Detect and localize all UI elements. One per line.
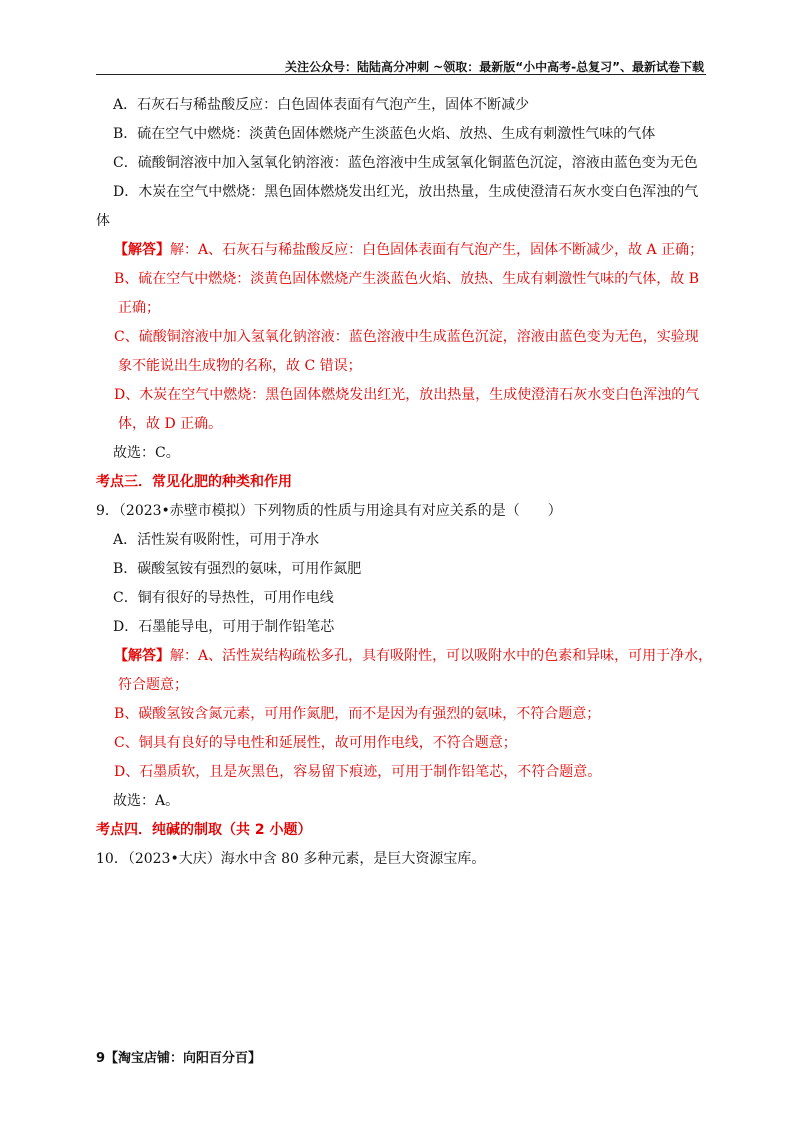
q8-option-d: D．木炭在空气中燃烧：黑色固体燃烧发出红光，放出热量，生成使澄清石灰水变白色浑浊的气	[113, 184, 699, 200]
q9-answer-tag: 【解答】	[114, 648, 170, 664]
q8-option-b: B．硫在空气中燃烧：淡黄色固体燃烧产生淡蓝色火焰、放热、生成有刺激性气味的气体	[113, 126, 656, 142]
q9-answer-text-1: 解：A、活性炭结构疏松多孔，具有吸附性，可以吸附水中的色素和异味，可用于净水，	[170, 648, 713, 664]
q8-option-d-continued: 体	[96, 213, 110, 229]
q8-answer-line-1	[96, 241, 708, 259]
q9-answer-choice: 故选：A。	[113, 793, 180, 809]
q9-answer-line-3: B、碳酸氢铵含氮元素，可用作氮肥，而不是因为有强烈的氨味，不符合题意；	[114, 706, 601, 722]
q9-answer-line-1	[96, 647, 713, 665]
q9-answer-line-5: D、石墨质软，且是灰黑色，容易留下痕迹，可用于制作铅笔芯，不符合题意。	[114, 764, 602, 780]
q9-option-d: D．石墨能导电，可用于制作铅笔芯	[113, 619, 335, 635]
q8-answer-line-2: B、硫在空气中燃烧：淡黄色固体燃烧产生淡蓝色火焰、放热、生成有刺激性气味的气体，故 B	[114, 271, 700, 287]
q9-answer-line-2: 符合题意；	[118, 677, 188, 693]
q9-stem: 9．（2023•赤壁市模拟）下列物质的性质与用途具有对应关系的是（ ）	[96, 503, 562, 519]
section-4-title: 考点四．纯碱的制取（共 2 小题）	[96, 822, 312, 838]
q8-answer-tag: 【解答】	[114, 242, 170, 258]
q9-answer-line-4: C、铜具有良好的导电性和延展性，故可用作电线，不符合题意；	[114, 735, 517, 751]
q10-stem: 10．（2023•大庆）海水中含 80 多种元素，是巨大资源宝库。	[96, 851, 486, 867]
page-footer: 9【淘宝店铺：向阳百分百】	[96, 1051, 262, 1066]
q9-option-c: C．铜有很好的导热性，可用作电线	[113, 590, 334, 606]
q9-option-a: A．活性炭有吸附性，可用于净水	[113, 532, 320, 548]
header-rule	[96, 74, 706, 75]
page-content	[96, 96, 713, 879]
q8-answer-choice: 故选：C。	[113, 445, 180, 461]
q8-answer-line-3: 正确；	[118, 300, 160, 316]
q8-option-a: A．石灰石与稀盐酸反应：白色固体表面有气泡产生，固体不断减少	[113, 97, 530, 113]
q8-answer-line-7: 体，故 D 正确。	[118, 416, 223, 432]
page-header: 关注公众号：陆陆高分冲刺 ~领取：最新版“小中高考-总复习”、最新试卷下载	[285, 60, 704, 74]
q8-answer-line-5: 象不能说出生成物的名称，故 C 错误；	[118, 358, 362, 374]
q8-answer-line-4: C、硫酸铜溶液中加入氢氧化钠溶液：蓝色溶液中生成蓝色沉淀，溶液由蓝色变为无色，实验现	[114, 329, 699, 345]
q8-answer-line-6: D、木炭在空气中燃烧：黑色固体燃烧发出红光，放出热量，生成使澄清石灰水变白色浑浊的气	[114, 387, 700, 403]
q9-option-b: B．碳酸氢铵有强烈的氨味，可用作氮肥	[113, 561, 362, 577]
q8-answer-text-1: 解：A、石灰石与稀盐酸反应：白色固体表面有气泡产生，固体不断减少，故 A 正确；	[170, 242, 704, 258]
section-3-title: 考点三．常见化肥的种类和作用	[96, 474, 292, 490]
q8-option-c: C．硫酸铜溶液中加入氢氧化钠溶液：蓝色溶液中生成氢氧化铜蓝色沉淀，溶液由蓝色变为无色	[113, 155, 698, 171]
